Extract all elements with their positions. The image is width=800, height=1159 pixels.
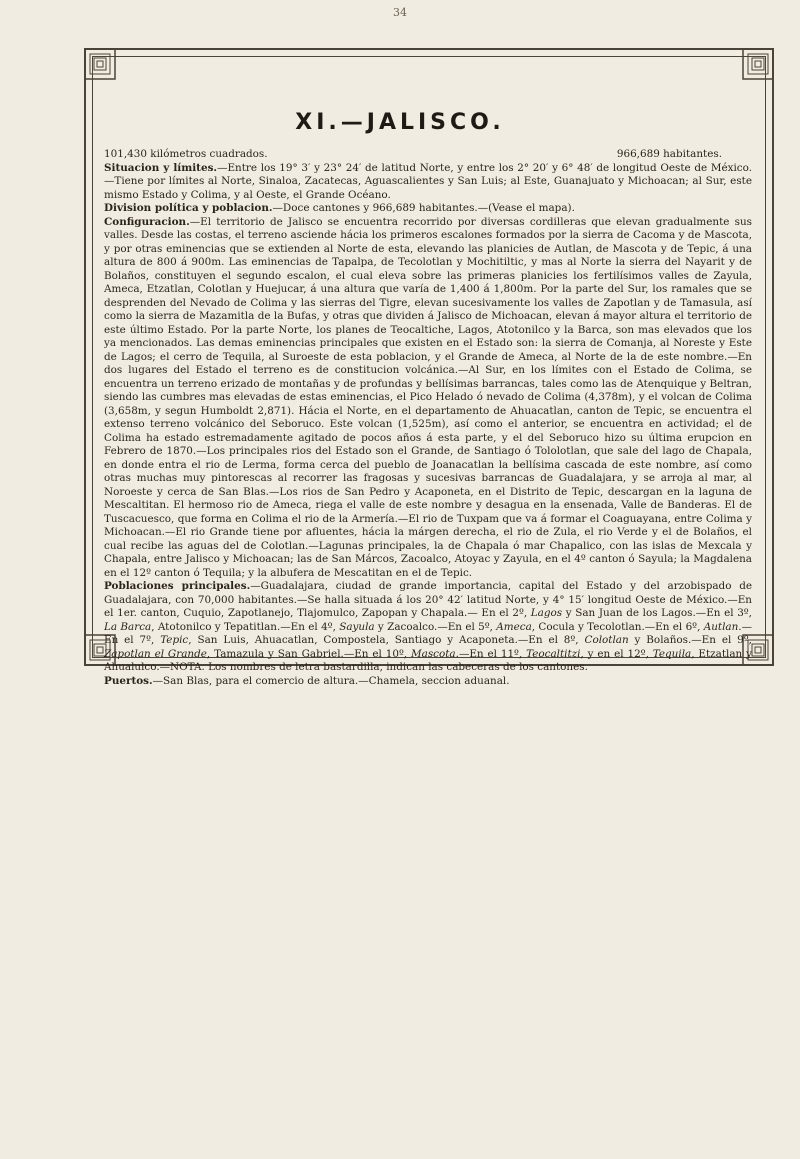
stats-row [104,148,752,162]
section-text: y Bolaños.—En el 9º, [628,634,752,646]
section-text: , San Luis, Ahuacatlan, Compostela, Santiago y Acaponeta.—En el 8º, [188,634,585,646]
section-text: y Zacoalco.—En el 5º, [374,620,497,633]
body-text [104,148,752,688]
section-situacion [104,162,752,203]
page-number: 34 [393,6,407,19]
corner-ornament-icon [84,48,116,80]
section-text: , Etzatlan y Ahualulco.—NOTA. Los nombres de letra bastardilla, indican las cabeceras de los cantones. [104,647,752,673]
section-text: —Entre los 19° 3′ y 23° 24′ de latitud Norte, y entre los 2° 20′ y 6° 48′ de longitud Oeste de México.—Tiene por límites al Norte, Sinaloa, Zacatecas, Aguascalientes y San Luis; al Este, Guanajuato y Michoacan; al Sur, este mismo Estado y Colima, y al Oeste, el Grande Océano. [104,161,752,201]
canton-head: Mascota [411,647,456,660]
section-text: —Guadalajara, ciudad de grande importancia, capital del Estado y del arzobispado de Guadalajara, con 70,000 habitantes.—Se halla situada á los 20° 42′ latitud Norte, y 4° 15′ longitud Oeste de México.—En el 1er. canton, Cuquio, Zapotlanejo, Tlajomulco, Zapopan y Chapala.— En el 2º, [104,580,752,619]
canton-head: Ameca [496,620,532,633]
section-heading: Poblaciones principales. [104,580,251,592]
section-text: , y en el 12º, [580,647,653,660]
section-configuracion [104,216,752,581]
section-text: —Doce cantones y 966,689 habitantes.—(Vease el mapa). [272,202,575,214]
chapter-title: XI.—JALISCO. [295,110,505,135]
canton-head: Teocaltitzi [526,647,581,660]
section-text: , Cocula y Tecolotlan.—En el 6º, [531,620,704,633]
section-text: .—En el 11º, [455,647,527,660]
section-text: .—En el 7º, [104,620,752,646]
section-puertos [104,675,752,689]
canton-head: Zapotlan el Grande [104,647,207,660]
section-text: y San Juan de los Lagos.—En el 3º, [562,607,752,619]
section-heading: Situacion y límites. [104,161,218,174]
section-text: —San Blas, para el comercio de altura.—Chamela, seccion aduanal. [152,674,510,687]
section-heading: Puertos. [104,674,153,687]
canton-head: Sayula [339,620,375,633]
population-value: 966,689 habitantes. [616,148,722,160]
canton-head: Colotlan [584,634,629,646]
section-poblaciones [104,580,752,675]
corner-ornament-icon [742,48,774,80]
canton-head: Autlan [703,620,739,633]
section-heading: Configuracion. [104,215,190,228]
canton-head: La Barca [104,620,152,633]
canton-head: Tequila [652,647,692,660]
section-text: , Tamazula y San Gabriel.—En el 10º, [206,647,412,660]
section-heading: Division política y poblacion. [104,202,273,214]
area-value: 101,430 kilómetros cuadrados. [104,148,268,160]
canton-head: Lagos [530,607,563,619]
canton-head: Tepic [160,634,189,646]
section-division [104,202,752,216]
section-text: —El territorio de Jalisco se encuentra recorrido por diversas cordilleras que elevan gradualmente sus valles. Desde las costas, el terreno asciende hácia los primeros escalones formados por la sierra de Cacoma y de Mascota, y por otras eminencias que se extienden al Norte de esta, elevando las planicies de Autlan, de Mascota y de Tepic, á una altura de 800 á 900m. Las eminencias de Tapalpa, de Tecolotlan y Mochitiltic, y mas al Norte la sierra del Nayarit y de Bolaños, constituyen el segundo escalon, el cual eleva sobre las primeras planicies los fertilísimos valles de Zayula, Ameca, Etzatlan, Colotlan y Huejucar, á una altura que varía de 1,400 á 1,800m. Por la parte del Sur, los ramales que se desprenden del Nevado de Colima y las sierras del Tigre, elevan sucesivamente los valles de Zapotlan y de Tamasula, así como la sierra de Mazamitla de la Bufas, y otras que dividen á Jalisco de Michoacan, elevan á mayor altura el territorio de este último Estado. Por la parte Norte, los planes de Teocaltiche, Lagos, Atotonilco y la Barca, son mas elevados que los ya mencionados. Las demas eminencias principales que existen en el Estado son: la sierra de Comanja, al Noreste y Este de Lagos; el cerro de Tequila, al Suroeste de esta poblacion, y el Grande de Ameca, al Norte de la de este nombre.—En dos lugares del Estado el terreno es de constitucion volcánica.—Al Sur, en los límites con el Estado de Colima, se encuentra un terreno erizado de montañas y de profundas y bellísimas barrancas, tales como las de Atenquique y Beltran, siendo las cumbres mas elevadas de estas eminencias, el Pico Helado ó nevado de Colima (4,378m), y el volcan de Colima (3,658m, y segun Humboldt 2,871). Hácia el Norte, en el departamento de Ahuacatlan, canton de Tepic, se encuentra el extenso terreno volcánico del Seboruco. Este volcan (1,525m), así como el anterior, se encuentra en actividad; el de Colima ha estado estremadamente agitado de pocos años á esta parte, y el del Seboruco hizo su última erupcion en Febrero de 1870.—Los principales rios del Estado son el Grande, de Santiago ó Tololotlan, que sale del lago de Chapala, en donde entra el rio de Lerma, forma cerca del pueblo de Joanacatlan la bellísima cascada de este nombre, así como otras muchas muy pintorescas al recorrer las fragosas y sucesivas barrancas de Guadalajara, y se arroja al mar, al Noroeste y cerca de San Blas.—Los rios de San Pedro y Acaponeta, en el Distrito de Tepic, descargan en la laguna de Mescaltitan. El hermoso rio de Ameca, riega el valle de este nombre y desagua en la ensenada, Valle de Banderas. El de Tuscacuesco, que forma en Colima el rio de la Armería.—El rio de Tuxpam que va á formar el Coaguayana, entre Colima y Michoacan.—El rio Grande tiene por afluentes, hácia la márgen derecha, el rio de Zula, el rio Verde y el de Bolaños, el cual recibe las aguas del de Colotlan.—Lagunas principales, la de Chapala ó mar Chapalico, con las islas de Mexcala y Chapala, entre Jalisco y Michoacan; las de San Márcos, Zacoalco, Atoyac y Zayula, en el 4º canton ó Sayula; la Magdalena en el 12º canton ó Tequila; y la albufera de Mescatitan en el de Tepic. [104,215,752,579]
section-text: , Atotonilco y Tepatitlan.—En el 4º, [151,620,340,633]
